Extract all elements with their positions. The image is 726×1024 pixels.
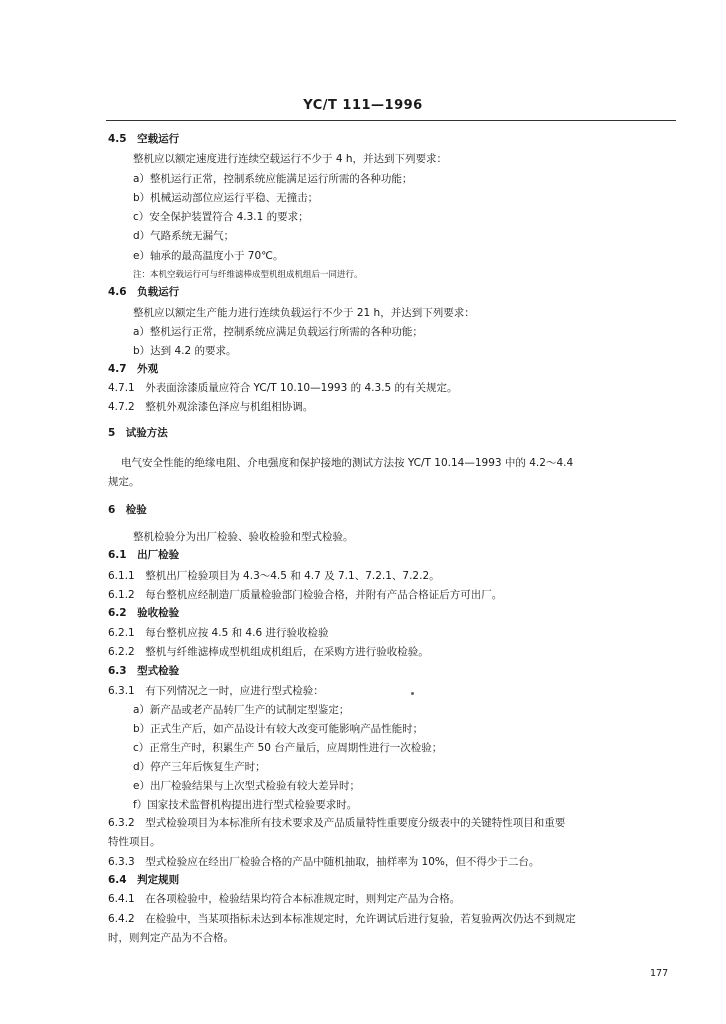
clause-6-3-2-cont: 特性项目。 (108, 836, 161, 848)
section-6-text: 整机检验分为出厂检验、验收检验和型式检验。 (133, 531, 354, 543)
page-number: 177 (650, 968, 669, 979)
list-item: a）整机运行正常，控制系统应满足负载运行所需的各种功能； (133, 326, 423, 338)
clause-6-1-heading: 6.1 出厂检验 (108, 549, 180, 561)
clause-6-1-2: 6.1.2 每台整机应经制造厂质量检验部门检验合格，并附有产品合格证后方可出厂。 (108, 589, 503, 601)
list-item: d）气路系统无漏气； (133, 230, 235, 242)
header-rule (106, 120, 676, 121)
list-item: d）停产三年后恢复生产时； (133, 761, 266, 773)
note-text: 注：本机空载运行可与纤维滤棒成型机组成机组后一同进行。 (133, 270, 363, 280)
list-item: f）国家技术监督机构提出进行型式检验要求时。 (133, 799, 358, 811)
clause-6-4-2: 6.4.2 在检验中，当某项指标未达到本标准规定时，允许调试后进行复验，若复验两次仍达不到规定 (108, 913, 576, 925)
list-item: e）出厂检验结果与上次型式检验有较大差异时； (133, 780, 360, 792)
clause-6-1-1: 6.1.1 整机出厂检验项目为 4.3～4.5 和 4.7 及 7.1、7.2.1、7.2.2。 (108, 570, 440, 582)
clause-4-5-heading: 4.5 空载运行 (108, 133, 180, 145)
clause-4-7-2: 4.7.2 整机外观涂漆色泽应与机组相协调。 (108, 401, 314, 413)
section-5-text: 电气安全性能的绝缘电阻、介电强度和保护接地的测试方法按 YC/T 10.14—1993 中的 4.2～4.4 (121, 457, 574, 469)
clause-6-3-3: 6.3.3 型式检验应在经出厂检验合格的产品中随机抽取，抽样率为 10%，但不得少于二台。 (108, 856, 540, 868)
list-item: a）整机运行正常，控制系统应能满足运行所需的各种功能； (133, 173, 413, 185)
clause-6-3-1: 6.3.1 有下列情况之一时，应进行型式检验： (108, 685, 324, 697)
list-item: b）正式生产后，如产品设计有较大改变可能影响产品性能时； (133, 723, 424, 735)
list-item: b）达到 4.2 的要求。 (133, 345, 237, 357)
scan-speck (411, 692, 414, 695)
clause-6-4-2-cont: 时，则判定产品为不合格。 (108, 932, 234, 944)
clause-6-2-2: 6.2.2 整机与纤维滤棒成型机组成机组后，在采购方进行验收检验。 (108, 646, 429, 658)
clause-4-5-text: 整机应以额定速度进行连续空载运行不少于 4 h，并达到下列要求： (133, 153, 448, 165)
clause-4-6-heading: 4.6 负载运行 (108, 286, 180, 298)
clause-4-7-heading: 4.7 外观 (108, 363, 159, 375)
list-item: c）安全保护装置符合 4.3.1 的要求； (133, 211, 309, 223)
clause-6-2-1: 6.2.1 每台整机应按 4.5 和 4.6 进行验收检验 (108, 627, 329, 639)
clause-4-6-text: 整机应以额定生产能力进行连续负载运行不少于 21 h，并达到下列要求： (133, 307, 475, 319)
section-6-heading: 6 检验 (108, 504, 147, 516)
section-5-heading: 5 试验方法 (108, 427, 168, 439)
clause-6-3-heading: 6.3 型式检验 (108, 665, 180, 677)
list-item: b）机械运动部位应运行平稳、无撞击； (133, 192, 319, 204)
clause-6-4-heading: 6.4 判定规则 (108, 874, 180, 886)
list-item: e）轴承的最高温度小于 70℃。 (133, 250, 284, 262)
clause-6-4-1: 6.4.1 在各项检验中，检验结果均符合本标准规定时，则判定产品为合格。 (108, 893, 461, 905)
clause-4-7-1: 4.7.1 外表面涂漆质量应符合 YC/T 10.10—1993 的 4.3.5 的有关规定。 (108, 382, 458, 394)
clause-6-2-heading: 6.2 验收检验 (108, 607, 180, 619)
section-5-text-cont: 规定。 (108, 476, 140, 488)
list-item: a）新产品或老产品转厂生产的试制定型鉴定； (133, 704, 350, 716)
clause-6-3-2: 6.3.2 型式检验项目为本标准所有技术要求及产品质量特性重要度分级表中的关键特性项目和重要 (108, 817, 566, 829)
standard-code-header: YC/T 111—1996 (303, 98, 423, 113)
list-item: c）正常生产时，积累生产 50 台产量后，应周期性进行一次检验； (133, 742, 443, 754)
